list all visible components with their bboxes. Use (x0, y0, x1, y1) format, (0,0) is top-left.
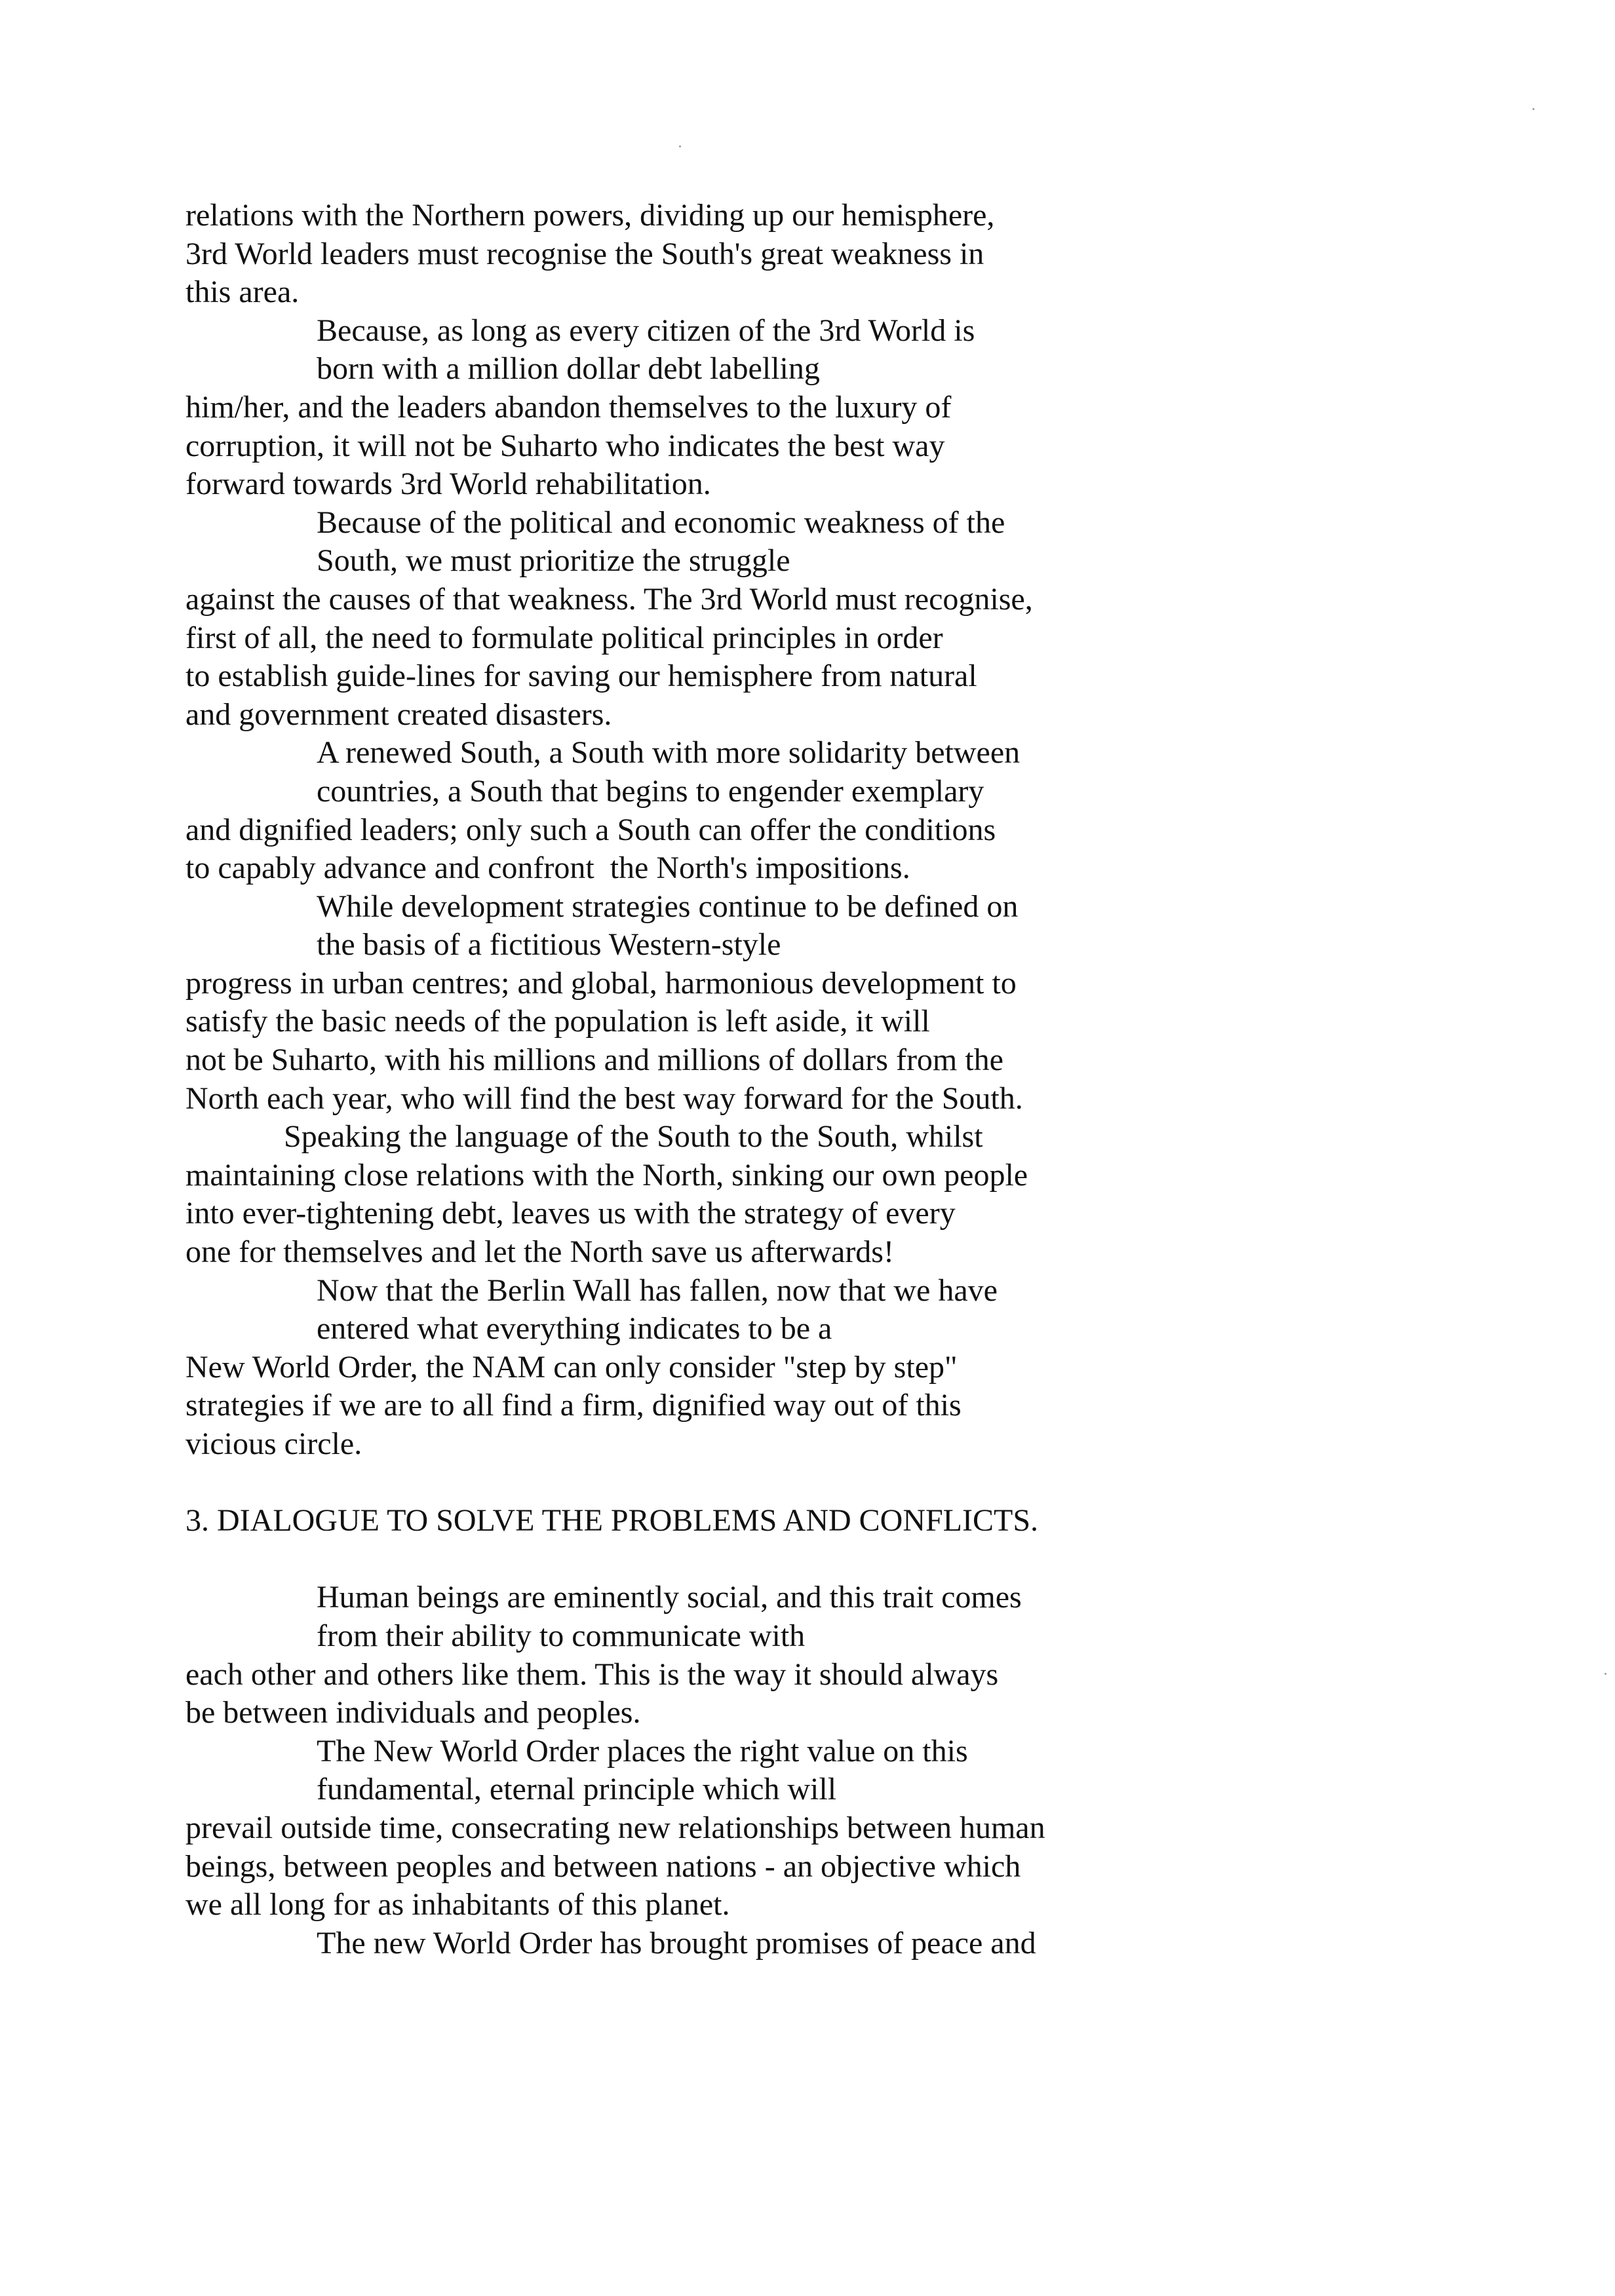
scan-speck (1605, 1673, 1606, 1675)
text-line: born with a million dollar debt labelling (317, 351, 820, 387)
text-line: and government created disasters. (185, 697, 612, 732)
text-line: to establish guide-lines for saving our hemisphere from natural (185, 659, 977, 694)
text-line: corruption, it will not be Suharto who indicates the best way (185, 428, 945, 463)
text-line: Human beings are eminently social, and this trait comes (317, 1580, 1022, 1615)
text-line: not be Suharto, with his millions and millions of dollars from the (185, 1043, 1003, 1078)
text-line: South, we must prioritize the struggle (317, 543, 790, 579)
text-line: progress in urban centres; and global, harmonious development to (185, 965, 1017, 1001)
document-body (185, 197, 1339, 1962)
text-line: Because, as long as every citizen of the 3rd World is (317, 313, 975, 348)
scan-speck (1532, 108, 1534, 110)
text-line: him/her, and the leaders abandon themselves to the luxury of (185, 389, 952, 425)
text-line: the basis of a fictitious Western-style (317, 927, 781, 963)
text-line: fundamental, eternal principle which will (317, 1772, 837, 1807)
text-line: we all long for as inhabitants of this planet. (185, 1887, 730, 1923)
text-line: North each year, who will find the best way forward for the South. (185, 1081, 1023, 1116)
body-text-part-2 (185, 1578, 1339, 1962)
text-line: be between individuals and peoples. (185, 1695, 641, 1731)
text-line: strategies if we are to all find a firm, dignified way out of this (185, 1388, 962, 1423)
text-line: vicious circle. (185, 1426, 362, 1461)
scan-speck (679, 145, 681, 147)
text-line: first of all, the need to formulate political principles in order (185, 620, 943, 655)
text-line: and dignified leaders; only such a South can offer the conditions (185, 812, 996, 847)
text-line: 3rd World leaders must recognise the South's great weakness in (185, 236, 984, 271)
text-line: entered what everything indicates to be a (317, 1311, 832, 1347)
text-line: satisfy the basic needs of the population is left aside, it will (185, 1004, 930, 1039)
text-line: The New World Order places the right value on this (317, 1733, 968, 1769)
text-line: While development strategies continue to be defined on (317, 889, 1019, 924)
text-line: forward towards 3rd World rehabilitation. (185, 467, 711, 502)
text-line: relations with the Northern powers, dividing up our hemisphere, (185, 198, 995, 233)
text-line: New World Order, the NAM can only consider "step by step" (185, 1349, 958, 1385)
text-line: beings, between peoples and between nations - an objective which (185, 1848, 1021, 1884)
section-heading: 3. DIALOGUE TO SOLVE THE PROBLEMS AND CONFLICTS. (185, 1503, 1039, 1539)
text-line: from their ability to communicate with (317, 1618, 806, 1653)
text-line: Speaking the language of the South to the South, whilst (284, 1119, 983, 1155)
text-line: this area. (185, 275, 300, 310)
text-line: Now that the Berlin Wall has fallen, now that we have (317, 1272, 998, 1308)
text-line: each other and others like them. This is the way it should always (185, 1656, 999, 1692)
text-line: Because of the political and economic weakness of the (317, 505, 1005, 540)
text-line: prevail outside time, consecrating new relationships between human (185, 1810, 1045, 1845)
text-line: against the causes of that weakness. The 3rd World must recognise, (185, 581, 1033, 617)
text-line: into ever-tightening debt, leaves us with the strategy of every (185, 1196, 956, 1231)
text-line: to capably advance and confront the North's impositions. (185, 851, 910, 886)
text-line: countries, a South that begins to engender exemplary (317, 773, 984, 809)
body-text-part-1 (185, 197, 1339, 1464)
text-line: maintaining close relations with the North, sinking our own people (185, 1157, 1028, 1193)
text-line: one for themselves and let the North save us afterwards! (185, 1234, 894, 1270)
text-line: The new World Order has brought promises of peace and (317, 1925, 1036, 1961)
text-line: A renewed South, a South with more solidarity between (317, 735, 1021, 771)
